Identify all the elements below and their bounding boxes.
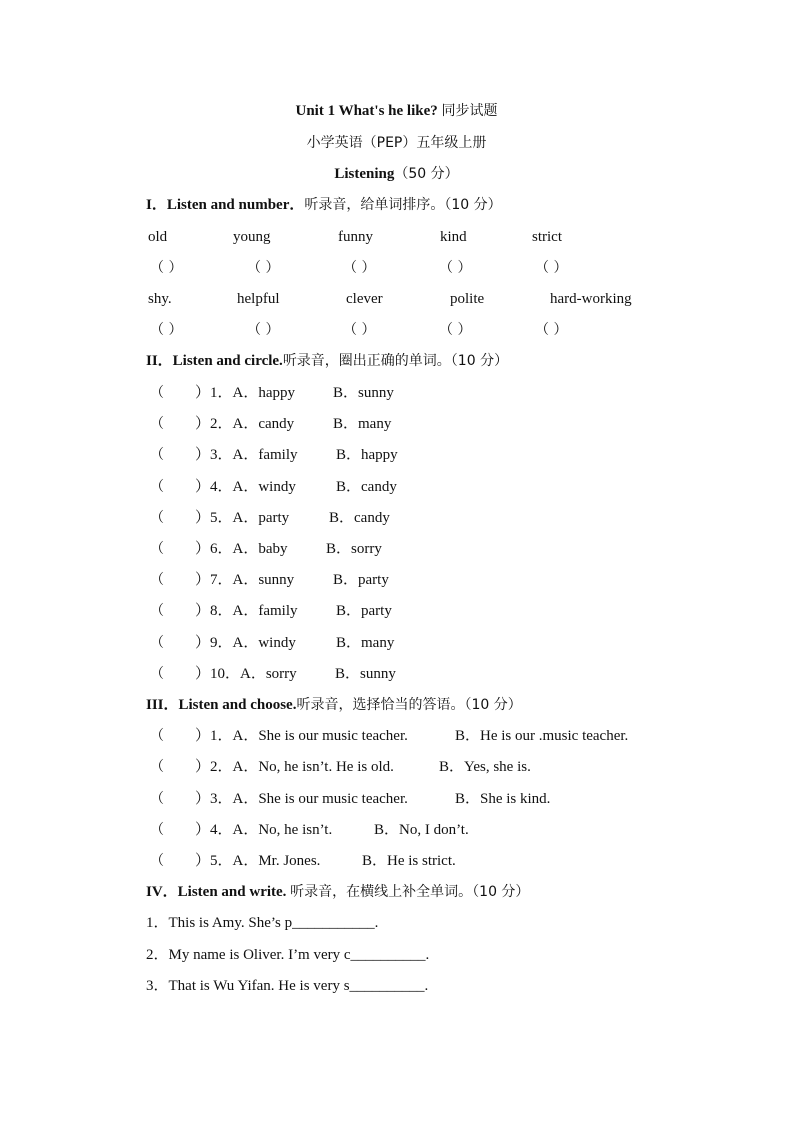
page-subtitle: 小学英语（PEP）五年级上册: [306, 135, 487, 151]
question-option-b: B．She is kind.: [455, 791, 551, 807]
answer-open-paren[interactable]: （: [150, 635, 164, 651]
answer-open-paren[interactable]: （: [150, 728, 164, 744]
word-item: shy.: [148, 291, 172, 307]
question-option-a: ）5．A．party: [195, 510, 290, 526]
question-option-a: ）2．A．No, he isn’t. He is old.: [195, 759, 394, 775]
page-title: Unit 1 What's he like? 同步试题: [295, 103, 498, 119]
fill-in-sentence[interactable]: 3．That is Wu Yifan. He is very s__________.: [146, 978, 429, 994]
section-3-heading: III．Listen and choose.听录音，选择恰当的答语。（10 分）: [146, 697, 522, 713]
answer-open-paren[interactable]: （: [150, 447, 164, 463]
answer-open-paren[interactable]: （: [150, 510, 164, 526]
question-option-b: B．He is our .music teacher.: [455, 728, 629, 744]
word-item: kind: [440, 229, 467, 245]
question-option-b: B．party: [336, 603, 392, 619]
question-option-a: ）3．A．She is our music teacher.: [195, 791, 408, 807]
question-option-b: B．He is strict.: [362, 853, 456, 869]
question-option-b: B．sunny: [335, 666, 396, 682]
answer-blank[interactable]: （ ）: [150, 260, 183, 276]
question-option-b: B．many: [333, 416, 392, 432]
question-option-b: B．sunny: [333, 385, 394, 401]
question-option-a: ）1．A．happy: [195, 385, 295, 401]
question-option-a: ）2．A．candy: [195, 416, 295, 432]
answer-blank[interactable]: （ ）: [535, 322, 568, 338]
question-option-a: ）10．A．sorry: [195, 666, 297, 682]
answer-blank[interactable]: （ ）: [150, 322, 183, 338]
question-option-a: ）7．A．sunny: [195, 572, 295, 588]
question-option-a: ）8．A．family: [195, 603, 298, 619]
word-item: strict: [532, 229, 562, 245]
question-option-a: ）3．A．family: [195, 447, 298, 463]
question-option-a: ）5．A．Mr. Jones.: [195, 853, 321, 869]
word-item: polite: [450, 291, 485, 307]
answer-blank[interactable]: （ ）: [535, 260, 568, 276]
answer-open-paren[interactable]: （: [150, 416, 164, 432]
question-option-a: ）9．A．windy: [195, 635, 296, 651]
word-item: helpful: [237, 291, 280, 307]
section-2-heading: II．Listen and circle.听录音，圈出正确的单词。（10 分）: [146, 353, 509, 369]
question-option-a: ）6．A．baby: [195, 541, 288, 557]
question-option-b: B．many: [336, 635, 395, 651]
answer-open-paren[interactable]: （: [150, 759, 164, 775]
answer-open-paren[interactable]: （: [150, 385, 164, 401]
answer-open-paren[interactable]: （: [150, 572, 164, 588]
word-item: hard-working: [550, 291, 632, 307]
question-option-b: B．candy: [329, 510, 390, 526]
fill-in-sentence[interactable]: 1．This is Amy. She’s p___________.: [146, 915, 379, 931]
question-option-a: ）4．A．windy: [195, 479, 296, 495]
answer-open-paren[interactable]: （: [150, 822, 164, 838]
answer-blank[interactable]: （ ）: [247, 260, 280, 276]
answer-open-paren[interactable]: （: [150, 666, 164, 682]
answer-open-paren[interactable]: （: [150, 479, 164, 495]
fill-in-sentence[interactable]: 2．My name is Oliver. I’m very c__________.: [146, 947, 430, 963]
question-option-a: ）4．A．No, he isn’t.: [195, 822, 333, 838]
answer-blank[interactable]: （ ）: [439, 322, 472, 338]
word-item: clever: [346, 291, 383, 307]
answer-blank[interactable]: （ ）: [247, 322, 280, 338]
listening-heading: Listening（50 分）: [334, 166, 459, 182]
answer-blank[interactable]: （ ）: [343, 322, 376, 338]
question-option-b: B．Yes, she is.: [439, 759, 531, 775]
question-option-b: B．No, I don’t.: [374, 822, 469, 838]
word-item: old: [148, 229, 168, 245]
answer-blank[interactable]: （ ）: [343, 260, 376, 276]
answer-open-paren[interactable]: （: [150, 853, 164, 869]
word-item: funny: [338, 229, 373, 245]
answer-open-paren[interactable]: （: [150, 541, 164, 557]
question-option-b: B．candy: [336, 479, 397, 495]
question-option-b: B．sorry: [326, 541, 382, 557]
answer-blank[interactable]: （ ）: [439, 260, 472, 276]
question-option-b: B．party: [333, 572, 389, 588]
section-1-heading: I．Listen and number．听录音，给单词排序。（10 分）: [146, 197, 502, 213]
word-item: young: [233, 229, 271, 245]
question-option-a: ）1．A．She is our music teacher.: [195, 728, 408, 744]
section-4-heading: IV．Listen and write. 听录音，在横线上补全单词。（10 分）: [146, 884, 530, 900]
answer-open-paren[interactable]: （: [150, 791, 164, 807]
question-option-b: B．happy: [336, 447, 398, 463]
answer-open-paren[interactable]: （: [150, 603, 164, 619]
